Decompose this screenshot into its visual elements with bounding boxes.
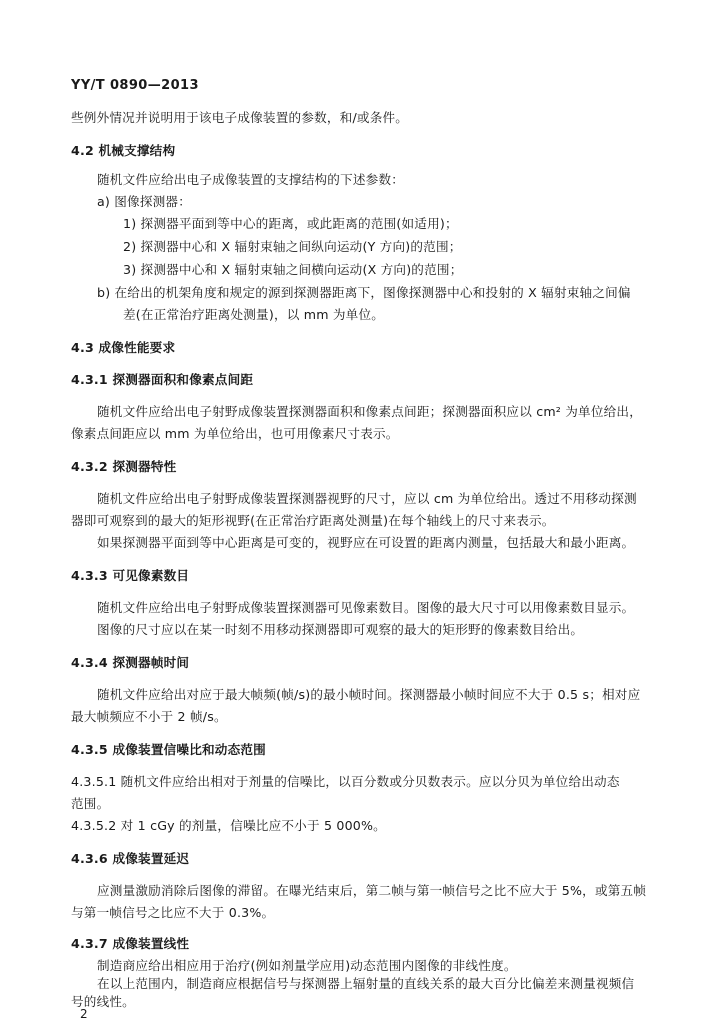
section-heading-4-3-3: 4.3.3 可见像素数目 [71, 568, 190, 583]
list-subitem-1: 1) 探测器平面到等中心的距离，或此距离的范围(如适用)； [123, 216, 458, 231]
paragraph-line: 4.3.5.1 随机文件应给出相对于剂量的信噪比，以百分数或分贝数表示。应以分贝为单位给出动态 [71, 774, 620, 789]
paragraph-line: 随机文件应给出对应于最大帧频(帧/s)的最小帧时间。探测器最小帧时间应不大于 0.5 s；相对应 [97, 687, 641, 702]
section-heading-4-3-6: 4.3.6 成像装置延迟 [71, 851, 190, 866]
paragraph-line: 图像的尺寸应以在某一时刻不用移动探测器即可观察的最大的矩形野的像素数目给出。 [97, 622, 584, 637]
paragraph-line: 随机文件应给出电子射野成像装置探测器视野的尺寸，应以 cm 为单位给出。透过不用移动探测 [97, 491, 637, 506]
section-heading-4-3-1: 4.3.1 探测器面积和像素点间距 [71, 372, 254, 387]
paragraph-line: 在以上范围内，制造商应根据信号与探测器上辐射量的直线关系的最大百分比偏差来测量视频信 [97, 976, 635, 991]
list-item-b: b) 在给出的机架角度和规定的源到探测器距离下，图像探测器中心和投射的 X 辐射束轴之间偏 [97, 285, 631, 300]
page-number: 2 [80, 1007, 88, 1021]
paragraph-line: 最大帧频应不小于 2 帧/s。 [71, 709, 227, 724]
standard-number: YY/T 0890—2013 [71, 78, 199, 93]
paragraph-line: 像素点间距应以 mm 为单位给出，也可用像素尺寸表示。 [71, 426, 399, 441]
paragraph-line: 器即可观察到的最大的矩形视野(在正常治疗距离处测量)在每个轴线上的尺寸来表示。 [71, 513, 555, 528]
paragraph-line: 些例外情况并说明用于该电子成像装置的参数，和/或条件。 [71, 110, 409, 125]
list-subitem-3: 3) 探测器中心和 X 辐射束轴之间横向运动(X 方向)的范围； [123, 262, 463, 277]
section-heading-4-3: 4.3 成像性能要求 [71, 340, 176, 355]
paragraph-line: 号的线性。 [71, 994, 135, 1009]
paragraph-line: 应测量激励消除后图像的滞留。在曝光结束后，第二帧与第一帧信号之比不应大于 5%，或第五帧 [97, 883, 647, 898]
list-subitem-2: 2) 探测器中心和 X 辐射束轴之间纵向运动(Y 方向)的范围； [123, 239, 462, 254]
section-heading-4-2: 4.2 机械支撑结构 [71, 143, 176, 158]
paragraph-line: 随机文件应给出电子射野成像装置探测器可见像素数目。图像的最大尺寸可以用像素数目显示。 [97, 600, 635, 615]
paragraph-line: 如果探测器平面到等中心距离是可变的，视野应在可设置的距离内测量，包括最大和最小距离。 [97, 535, 635, 550]
paragraph-line: 4.3.5.2 对 1 cGy 的剂量，信噪比应不小于 5 000%。 [71, 818, 386, 833]
paragraph-line: 随机文件应给出电子成像装置的支撑结构的下述参数： [97, 172, 405, 187]
paragraph-line: 范围。 [71, 796, 110, 811]
list-item-b-continued: 差(在正常治疗距离处测量)，以 mm 为单位。 [123, 307, 385, 322]
paragraph-line: 与第一帧信号之比应不大于 0.3%。 [71, 905, 275, 920]
section-heading-4-3-7: 4.3.7 成像装置线性 [71, 936, 190, 951]
paragraph-line: 制造商应给出相应用于治疗(例如剂量学应用)动态范围内图像的非线性度。 [97, 958, 517, 973]
section-heading-4-3-5: 4.3.5 成像装置信噪比和动态范围 [71, 742, 266, 757]
paragraph-line: 随机文件应给出电子射野成像装置探测器面积和像素点间距；探测器面积应以 cm² 为单位给出， [97, 404, 642, 419]
section-heading-4-3-2: 4.3.2 探测器特性 [71, 459, 177, 474]
section-heading-4-3-4: 4.3.4 探测器帧时间 [71, 655, 190, 670]
list-item-a: a) 图像探测器： [97, 194, 191, 209]
